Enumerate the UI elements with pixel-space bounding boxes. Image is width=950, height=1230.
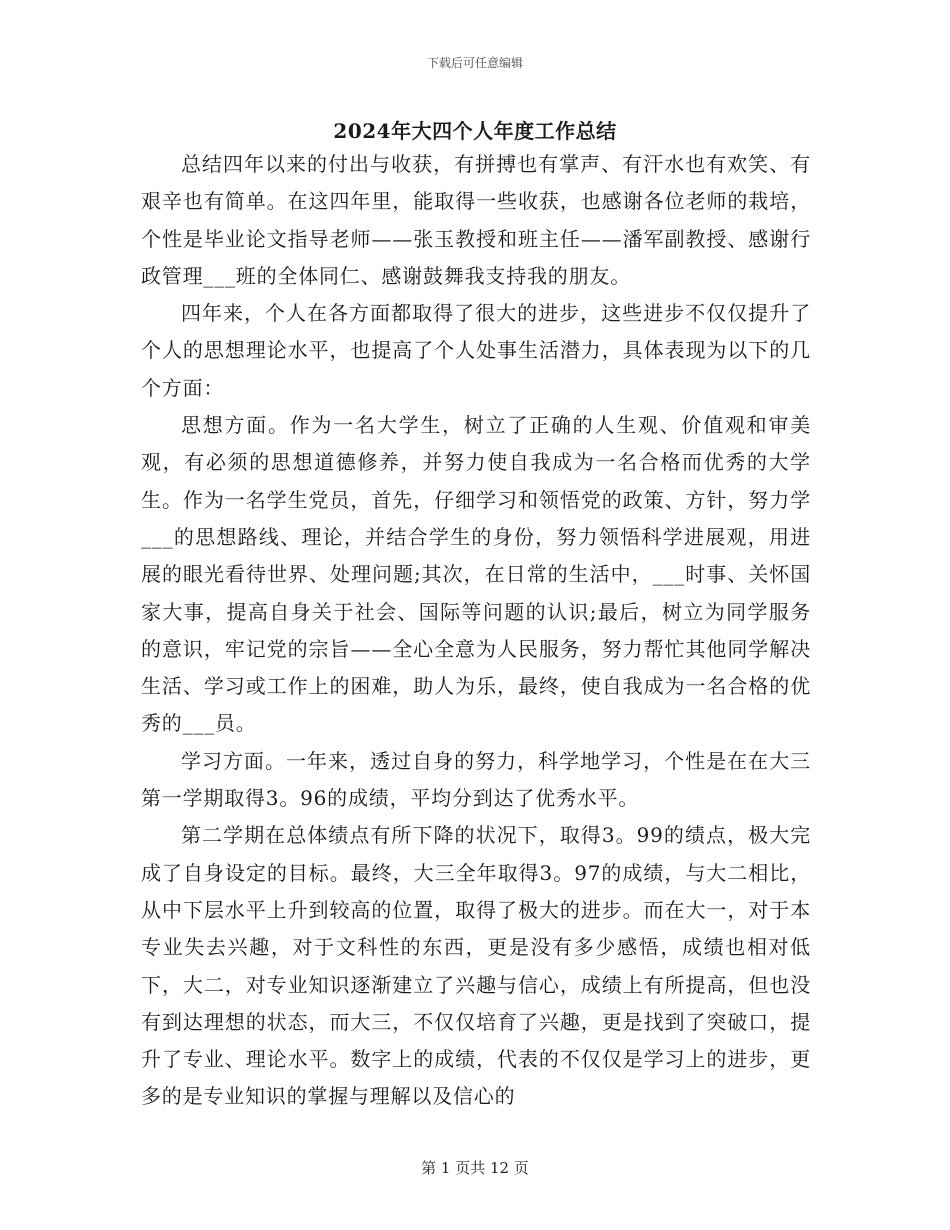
paragraph-1: 总结四年以来的付出与收获，有拼搏也有掌声、有汗水也有欢笑、有艰辛也有简单。在这四年里，能取得一些收获，也感谢各位老师的栽培，个性是毕业论文指导老师——张玉教授和班主任——潘军副教授、感谢行政管理___班的全体同仁、感谢鼓舞我支持我的朋友。 [141,152,811,288]
paragraph-4: 学习方面。一年来，透过自身的努力，科学地学习，个性是在在大三第一学期取得3。96的成绩，平均分到达了优秀水平。 [141,748,811,811]
document-title: 2024年大四个人年度工作总结 [333,119,617,143]
document-body [141,146,811,1116]
page-footer: 第 1 页共 12 页 [421,1159,529,1177]
header-note: 下载后可任意编辑 [426,56,523,70]
paragraph-5: 第二学期在总体绩点有所下降的状况下，取得3。99的绩点，极大完成了自身设定的目标。最终，大三全年取得3。97的成绩，与大二相比，从中下层水平上升到较高的位置，取得了极大的进步。而在大一，对于本专业失去兴趣，对于文科性的东西，更是没有多少感悟，成绩也相对低下，大二，对专业知识逐渐建立了兴趣与信心，成绩上有所提高，但也没有到达理想的状态，而大三，不仅仅培育了兴趣，更是找到了突破口，提升了专业、理论水平。数字上的成绩，代表的不仅仅是学习上的进步，更多的是专业知识的掌握与理解以及信心的 [141,823,811,1109]
paragraph-2: 四年来，个人在各方面都取得了很大的进步，这些进步不仅仅提升了个人的思想理论水平，也提高了个人处事生活潜力，具体表现为以下的几个方面： [141,301,811,400]
paragraph-3: 思想方面。作为一名大学生，树立了正确的人生观、价值观和审美观，有必须的思想道德修养，并努力使自我成为一名合格而优秀的大学生。作为一名学生党员，首先，仔细学习和领悟党的政策、方针，努力学___的思想路线、理论，并结合学生的身份，努力领悟科学进展观，用进展的眼光看待世界、处理问题;其次，在日常的生活中，___时事、关怀国家大事，提高自身关于社会、国际等问题的认识;最后，树立为同学服务的意识，牢记党的宗旨——全心全意为人民服务，努力帮忙其他同学解决生活、学习或工作上的困难，助人为乐，最终，使自我成为一名合格的优秀的___员。 [141,413,811,736]
